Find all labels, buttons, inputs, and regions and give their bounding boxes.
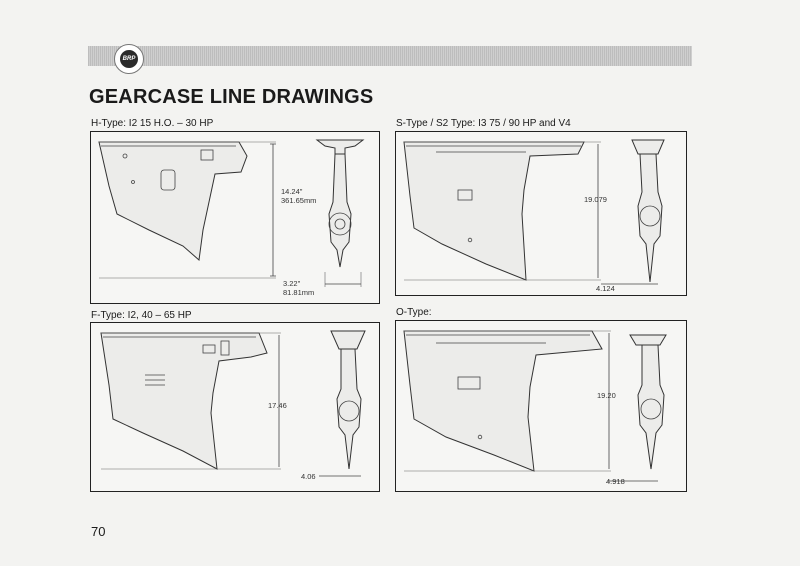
s-type-gearcase-drawing	[396, 132, 688, 297]
h-type-width-dimension	[283, 279, 314, 298]
f-type-width-dimension: 4.06	[301, 472, 316, 481]
o-type-height-dimension: 19.20	[597, 391, 616, 400]
page-number: 70	[91, 524, 106, 539]
brp-logo	[114, 44, 144, 74]
f-type-caption: F-Type: I2, 40 – 65 HP	[91, 310, 192, 321]
h-type-width-mm: 81.81mm	[283, 288, 315, 298]
f-type-drawing-panel	[90, 322, 380, 492]
brp-logo-text: BRP	[120, 50, 138, 68]
h-type-caption: H-Type: I2 15 H.O. – 30 HP	[91, 118, 214, 129]
s-type-caption: S-Type / S2 Type: I3 75 / 90 HP and V4	[396, 118, 571, 129]
h-type-gearcase-drawing	[91, 132, 381, 305]
s-type-width-dimension: 4.124	[596, 284, 615, 293]
h-type-width-inches: 3.22"	[283, 279, 301, 288]
o-type-gearcase-drawing	[396, 321, 688, 493]
h-type-height-dimension	[281, 187, 316, 206]
s-type-height-dimension: 19.079	[584, 195, 607, 204]
s-type-drawing-panel	[395, 131, 687, 296]
f-type-gearcase-drawing	[91, 323, 381, 493]
o-type-width-dimension: 4.918	[606, 477, 625, 486]
h-type-height-mm: 361.65mm	[281, 196, 317, 206]
page-title: GEARCASE LINE DRAWINGS	[89, 86, 374, 108]
header-band	[88, 46, 692, 66]
f-type-height-dimension: 17.46	[268, 401, 287, 410]
o-type-caption: O-Type:	[396, 307, 432, 318]
h-type-drawing-panel	[90, 131, 380, 304]
h-type-height-inches: 14.24"	[281, 187, 303, 196]
o-type-drawing-panel	[395, 320, 687, 492]
